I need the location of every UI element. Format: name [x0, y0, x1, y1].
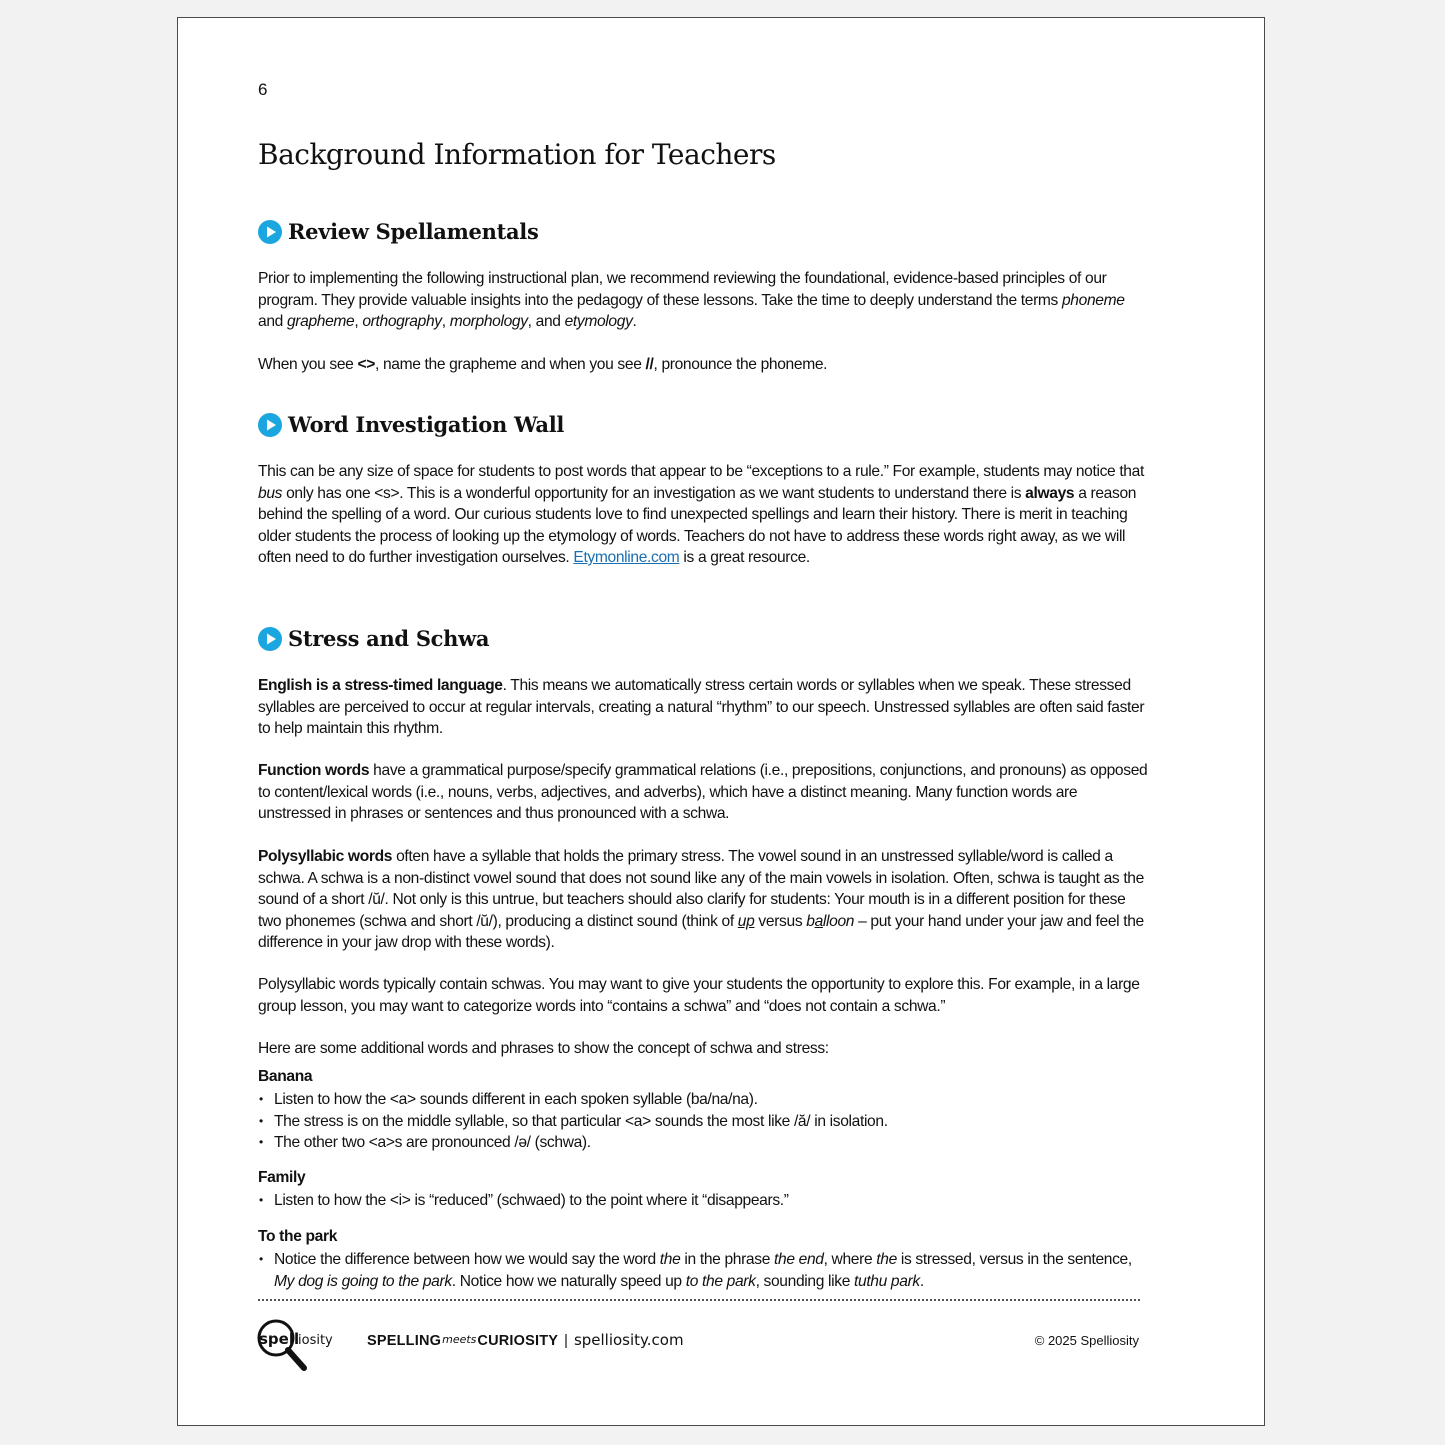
example-title: To the park	[258, 1228, 338, 1245]
etymonline-link[interactable]: Etymonline.com	[573, 549, 680, 566]
text-run: . Notice how we naturally speed up	[451, 1272, 686, 1290]
text-run: .	[919, 1272, 924, 1290]
text-run: , pronounce the phoneme.	[653, 356, 828, 373]
spelliosity-logo	[256, 1318, 342, 1374]
footer-divider	[258, 1299, 1140, 1301]
example-bullets	[258, 1190, 1148, 1212]
bullet-item	[258, 1132, 1148, 1154]
italic-text: the end	[774, 1251, 824, 1268]
italic-text: the	[659, 1251, 681, 1268]
bold-text: <>	[357, 356, 375, 373]
text-run: in the phrase	[680, 1251, 775, 1268]
paragraph	[258, 268, 1148, 333]
text-run: versus	[754, 912, 807, 930]
bullet-item	[258, 1111, 1148, 1133]
italic-text: to the park	[685, 1272, 756, 1290]
bold-text: Polysyllabic words	[258, 848, 393, 865]
document-page	[177, 17, 1265, 1426]
italic-text: orthography	[362, 313, 442, 330]
text-run: have a grammatical purpose/specify grammatical relations (i.e., prepositions, conjunctions, and pronouns) as opposed to content/lexical words (i.e., nouns, verbs, adjectives, and adverbs), which have a distinct meaning. Many function words are unstressed in phrases or sentences and thus pronounced with a schwa.	[258, 762, 1148, 822]
text-run: . This means we automatically stress certain words or syllables when we speak. These stressed syllables are perceived to occur at regular intervals, creating a natural “rhythm” to our speech. Unstressed syllables are often said faster to help maintain this rhythm.	[258, 677, 1145, 737]
text-run: , name the grapheme and when you see	[374, 356, 646, 373]
text-run: , sounding like	[755, 1272, 855, 1290]
text-run: The other two <a>s are pronounced /ə/ (schwa).	[274, 1134, 591, 1151]
text-run: This can be any size of space for students to post words that appear to be “exceptions to a rule.” For example, students may notice that	[258, 463, 1144, 480]
bullet-item	[258, 1190, 1148, 1212]
page-title: Background Information for Teachers	[258, 138, 776, 171]
footer-tagline	[367, 1331, 684, 1349]
italic-text: a	[814, 912, 823, 930]
paragraph	[258, 675, 1148, 740]
bold-text: always	[1025, 484, 1075, 502]
italic-text: phoneme	[1061, 291, 1125, 309]
text-run: ,	[441, 313, 450, 330]
section-heading-text: Word Investigation Wall	[288, 412, 565, 437]
bold-text: //	[645, 356, 654, 373]
tagline-separator: |	[564, 1333, 568, 1349]
paragraph	[258, 1038, 1148, 1060]
italic-text: b	[806, 912, 815, 930]
example-bullets	[258, 1089, 1148, 1154]
text-run: Prior to implementing the following instructional plan, we recommend reviewing the foundational, evidence-based principles of our program. They provide valuable insights into the pedagogy of these lessons. Take the time to deeply understand the terms	[258, 270, 1107, 309]
bold-text: Function words	[258, 762, 370, 779]
footer-url: spelliosity.com	[573, 1331, 684, 1349]
paragraph	[258, 974, 1148, 1017]
copyright: © 2025 Spelliosity	[1034, 1333, 1139, 1348]
section-heading-text: Stress and Schwa	[288, 626, 490, 651]
svg-text:iosity: iosity	[298, 1333, 333, 1348]
text-run: Here are some additional words and phrases to show the concept of schwa and stress:	[258, 1040, 829, 1057]
text-run: , and	[527, 313, 565, 330]
section-heading-stress-and-schwa	[258, 626, 489, 651]
italic-text: bus	[258, 484, 283, 502]
paragraph	[258, 354, 1148, 376]
italic-text: etymology	[564, 313, 633, 330]
text-run: often have a syllable that holds the primary stress. The vowel sound in an unstressed syllable/word is called a schwa. A schwa is a non-distinct vowel sound that does not sound like any of the main vowels in isolation. Often, schwa is taught as the sound of a short /ŭ/. Not only is this untrue, but teachers should also clarify for students: Your mouth is in a different position for these two phonemes (schwa and short /ŭ/), producing a distinct sound (think of	[258, 848, 1144, 930]
bullet-item	[258, 1089, 1148, 1111]
svg-text:spell: spell	[259, 1330, 300, 1348]
example-title: Banana	[258, 1068, 313, 1085]
text-run: The stress is on the middle syllable, so that particular <a> sounds the most like /ă/ in isolation.	[274, 1112, 888, 1130]
italic-text: My dog is going to the park	[274, 1272, 452, 1290]
example-bullets	[258, 1249, 1148, 1292]
italic-text: the	[876, 1251, 897, 1268]
italic-text: grapheme	[286, 313, 355, 330]
italic-text: tuthu park	[854, 1272, 920, 1290]
text-run: Listen to how the <a> sounds different in each spoken syllable (ba/na/na).	[274, 1091, 758, 1108]
tagline-spelling: SPELLING	[367, 1333, 442, 1349]
text-run: is a great resource.	[679, 549, 810, 566]
bullet-item	[258, 1249, 1148, 1292]
text-run: Polysyllabic words typically contain schwas. You may want to give your students the opportunity to explore this. For example, in a large group lesson, you may want to categorize words into “contains a schwa” and “does not contain a schwa.”	[258, 976, 1140, 1015]
tagline-meets: meets	[442, 1333, 477, 1346]
text-run: , where	[823, 1251, 877, 1268]
play-circle-icon	[258, 413, 282, 437]
play-circle-icon	[258, 627, 282, 651]
tagline-curiosity: CURIOSITY	[477, 1333, 559, 1349]
text-run: a reason behind the spelling of a word. Our curious students love to find unexpected spellings and learn their history. There is merit in teaching older students the process of looking up the etymology of words. Teachers do not have to address these words right away, as we will often need to do further investigation ourselves.	[258, 484, 1137, 566]
text-run: .	[632, 313, 637, 330]
text-run: only has one <s>. This is a wonderful opportunity for an investigation as we want students to understand there is	[282, 484, 1026, 502]
section-heading-text: Review Spellamentals	[288, 219, 539, 244]
play-circle-icon	[258, 220, 282, 244]
example-title: Family	[258, 1169, 306, 1186]
italic-text: lloon	[822, 912, 855, 930]
section-heading-word-investigation-wall	[258, 412, 564, 437]
paragraph	[258, 846, 1148, 954]
italic-text: morphology	[449, 313, 528, 330]
section-heading-review-spellamentals	[258, 219, 538, 244]
paragraph	[258, 760, 1148, 825]
text-run: When you see	[258, 356, 358, 373]
text-run: – put your hand under your jaw and feel the difference in your jaw drop with these words).	[258, 912, 1144, 951]
text-run: ,	[354, 313, 363, 330]
text-run: Listen to how the <i> is “reduced” (schwaed) to the point where it “disappears.”	[274, 1192, 789, 1209]
text-run: Notice the difference between how we would say the word	[274, 1251, 660, 1268]
text-run: is stressed, versus in the sentence,	[896, 1251, 1132, 1268]
bold-text: English is a stress-timed language	[258, 677, 503, 694]
page-number: 6	[258, 80, 268, 99]
paragraph	[258, 461, 1148, 569]
text-run: and	[258, 313, 287, 330]
italic-text: up	[737, 912, 755, 930]
